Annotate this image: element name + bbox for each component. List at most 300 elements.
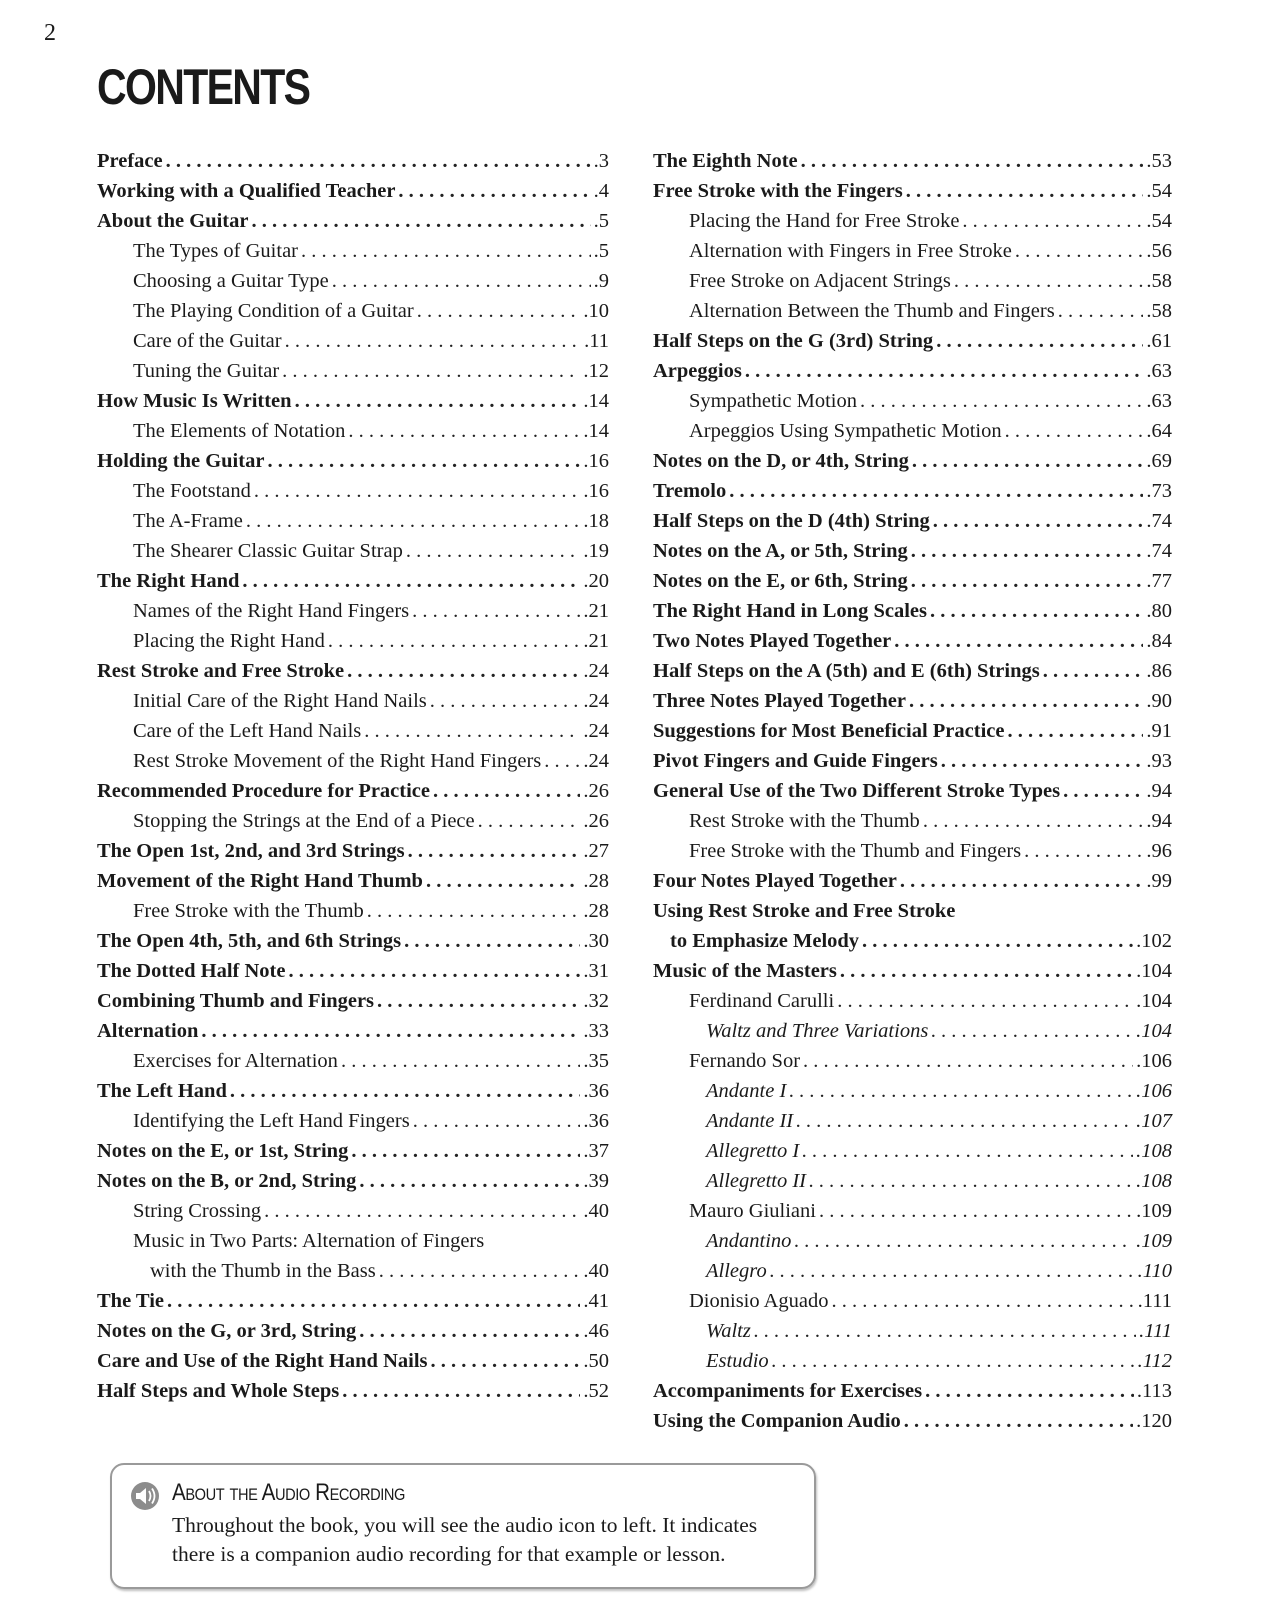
toc-entry-title: Placing the Right Hand bbox=[133, 630, 325, 652]
toc-dot-leader bbox=[201, 1016, 580, 1046]
toc-dot-leader bbox=[166, 146, 591, 176]
toc-entry-page: .94 bbox=[1146, 780, 1172, 802]
toc-entry-page: .3 bbox=[593, 150, 609, 172]
toc-entry-page: .104 bbox=[1136, 1020, 1172, 1042]
toc-entry-page: .39 bbox=[583, 1170, 609, 1192]
toc-entry-page: .86 bbox=[1146, 660, 1172, 682]
toc-entry-page: .74 bbox=[1146, 510, 1172, 532]
toc-dot-leader bbox=[230, 1076, 581, 1106]
toc-dot-leader bbox=[364, 716, 580, 746]
toc-entry bbox=[653, 836, 1172, 866]
toc-entry-page: .14 bbox=[583, 420, 609, 442]
toc-dot-leader bbox=[911, 566, 1144, 596]
toc-dot-leader bbox=[301, 236, 591, 266]
toc-entry-page: .99 bbox=[1146, 870, 1172, 892]
toc-entry bbox=[97, 326, 609, 356]
toc-entry-page: .26 bbox=[583, 810, 609, 832]
toc-entry bbox=[97, 1196, 609, 1226]
toc-entry bbox=[97, 416, 609, 446]
toc-entry bbox=[653, 1346, 1172, 1376]
toc-dot-leader bbox=[426, 866, 580, 896]
toc-entry-title: The Open 1st, 2nd, and 3rd Strings bbox=[97, 840, 405, 862]
toc-entry-page: .24 bbox=[583, 690, 609, 712]
toc-dot-leader bbox=[906, 176, 1144, 206]
toc-entry-page: .9 bbox=[593, 270, 609, 292]
toc-dot-leader bbox=[837, 986, 1133, 1016]
toc-entry-title: Three Notes Played Together bbox=[653, 690, 906, 712]
toc-entry-title: Rest Stroke with the Thumb bbox=[689, 810, 920, 832]
toc-dot-leader bbox=[904, 1406, 1133, 1436]
toc-entry-title: Tremolo bbox=[653, 480, 727, 502]
toc-entry bbox=[97, 656, 609, 686]
toc-entry-title: Using the Companion Audio bbox=[653, 1410, 901, 1432]
toc-dot-leader bbox=[478, 806, 581, 836]
toc-entry bbox=[653, 1046, 1172, 1076]
toc-entry-title: Free Stroke with the Thumb and Fingers bbox=[689, 840, 1022, 862]
toc-entry-title: to Emphasize Melody bbox=[670, 930, 860, 952]
toc-entry-page: .40 bbox=[583, 1260, 609, 1282]
toc-entry-title: Choosing a Guitar Type bbox=[133, 270, 329, 292]
toc-entry bbox=[97, 1256, 609, 1286]
toc-entry bbox=[653, 266, 1172, 296]
toc-entry bbox=[97, 746, 609, 776]
toc-dot-leader bbox=[803, 1046, 1133, 1076]
toc-dot-leader bbox=[900, 866, 1143, 896]
toc-entry bbox=[653, 596, 1172, 626]
toc-entry bbox=[653, 1376, 1172, 1406]
toc-entry-page: .94 bbox=[1146, 810, 1172, 832]
toc-dot-leader bbox=[433, 776, 580, 806]
toc-entry bbox=[653, 686, 1172, 716]
toc-entry-title: Holding the Guitar bbox=[97, 450, 265, 472]
toc-entry-title: Fernando Sor bbox=[689, 1050, 801, 1072]
toc-entry bbox=[97, 1376, 609, 1406]
toc-entry-page: .91 bbox=[1146, 720, 1172, 742]
toc-dot-leader bbox=[351, 1136, 580, 1166]
toc-entry bbox=[653, 236, 1172, 266]
toc-dot-leader bbox=[819, 1196, 1133, 1226]
toc-entry-title: Working with a Qualified Teacher bbox=[97, 180, 396, 202]
toc-dot-leader bbox=[341, 1046, 580, 1076]
toc-entry bbox=[653, 536, 1172, 566]
toc-entry bbox=[97, 1106, 609, 1136]
toc-entry-page: .107 bbox=[1136, 1110, 1172, 1132]
toc-entry-title: Music of the Masters bbox=[653, 960, 837, 982]
toc-entry bbox=[97, 626, 609, 656]
toc-entry bbox=[97, 806, 609, 836]
toc-entry-title: The A-Frame bbox=[133, 510, 243, 532]
toc-entry bbox=[653, 1076, 1172, 1106]
toc-entry-title: Names of the Right Hand Fingers bbox=[133, 600, 410, 622]
toc-dot-leader bbox=[242, 566, 580, 596]
toc-left-column bbox=[97, 146, 609, 1406]
toc-entry-page: .21 bbox=[583, 600, 609, 622]
toc-entry bbox=[653, 1106, 1172, 1136]
toc-dot-leader bbox=[840, 956, 1133, 986]
toc-entry bbox=[97, 476, 609, 506]
toc-dot-leader bbox=[729, 476, 1143, 506]
toc-dot-leader bbox=[404, 926, 580, 956]
toc-entry bbox=[653, 566, 1172, 596]
toc-entry bbox=[97, 896, 609, 926]
toc-entry bbox=[97, 446, 609, 476]
toc-entry-page: .32 bbox=[583, 990, 609, 1012]
toc-dot-leader bbox=[408, 836, 581, 866]
toc-entry-page: .77 bbox=[1146, 570, 1172, 592]
toc-entry-page: .84 bbox=[1146, 630, 1172, 652]
toc-dot-leader bbox=[251, 206, 590, 236]
page-number: 2 bbox=[44, 20, 56, 46]
toc-dot-leader bbox=[377, 986, 580, 1016]
toc-dot-leader bbox=[925, 1376, 1134, 1406]
toc-entry-page: .63 bbox=[1146, 390, 1172, 412]
toc-entry-title: Combining Thumb and Fingers bbox=[97, 990, 375, 1012]
toc-entry bbox=[97, 1316, 609, 1346]
toc-entry-title: Notes on the E, or 1st, String bbox=[97, 1140, 349, 1162]
toc-entry-page: .16 bbox=[583, 450, 609, 472]
toc-entry-page: .61 bbox=[1146, 330, 1172, 352]
toc-dot-leader bbox=[933, 506, 1144, 536]
toc-entry-page: .73 bbox=[1146, 480, 1172, 502]
toc-entry-page: .28 bbox=[583, 870, 609, 892]
callout-body-line: Throughout the book, you will see the audio icon to left. It indicates bbox=[172, 1513, 758, 1537]
toc-entry-page: .50 bbox=[583, 1350, 609, 1372]
callout-title: About the Audio Recording bbox=[172, 1479, 405, 1506]
toc-entry-title: Ferdinand Carulli bbox=[689, 990, 835, 1012]
toc-entry-page: .14 bbox=[583, 390, 609, 412]
toc-entry-page: .36 bbox=[583, 1080, 609, 1102]
toc-dot-leader bbox=[754, 1316, 1136, 1346]
toc-entry-title: Andante II bbox=[706, 1110, 794, 1132]
toc-entry bbox=[97, 836, 609, 866]
toc-entry-page: .5 bbox=[593, 240, 609, 262]
toc-entry-page: .111 bbox=[1139, 1320, 1172, 1342]
toc-dot-leader bbox=[264, 1196, 580, 1226]
toc-dot-leader bbox=[285, 326, 582, 356]
toc-dot-leader bbox=[412, 596, 580, 626]
toc-entry-page: .106 bbox=[1136, 1050, 1172, 1072]
toc-entry bbox=[653, 356, 1172, 386]
toc-entry-page: .19 bbox=[583, 540, 609, 562]
toc-entry-title: Pivot Fingers and Guide Fingers bbox=[653, 750, 938, 772]
toc-dot-leader bbox=[295, 386, 581, 416]
toc-entry bbox=[97, 386, 609, 416]
toc-entry bbox=[97, 536, 609, 566]
toc-entry-title: Rest Stroke and Free Stroke bbox=[97, 660, 345, 682]
toc-entry-page: .69 bbox=[1146, 450, 1172, 472]
toc-entry-page: .63 bbox=[1146, 360, 1172, 382]
toc-entry-title: The Tie bbox=[97, 1290, 165, 1312]
toc-dot-leader bbox=[167, 1286, 580, 1316]
toc-entry bbox=[97, 1076, 609, 1106]
toc-dot-leader bbox=[772, 1346, 1135, 1376]
toc-entry-title: Estudio bbox=[706, 1350, 769, 1372]
toc-entry bbox=[653, 746, 1172, 776]
toc-entry-title: Tuning the Guitar bbox=[133, 360, 280, 382]
toc-entry-page: .31 bbox=[583, 960, 609, 982]
speaker-icon bbox=[130, 1481, 160, 1511]
toc-entry-page: .33 bbox=[583, 1020, 609, 1042]
toc-entry-page: .120 bbox=[1136, 1410, 1172, 1432]
toc-entry bbox=[97, 1346, 609, 1376]
toc-entry-title: Care of the Left Hand Nails bbox=[133, 720, 362, 742]
toc-entry-page: .12 bbox=[583, 360, 609, 382]
toc-entry-page: .108 bbox=[1136, 1170, 1172, 1192]
toc-entry bbox=[97, 1136, 609, 1166]
toc-entry-page: .37 bbox=[583, 1140, 609, 1162]
audio-recording-callout bbox=[110, 1463, 816, 1589]
toc-entry bbox=[653, 1136, 1172, 1166]
toc-entry-title: Andantino bbox=[706, 1230, 792, 1252]
toc-entry-title: Alternation Between the Thumb and Fingers bbox=[689, 300, 1055, 322]
toc-entry bbox=[653, 626, 1172, 656]
toc-entry bbox=[97, 716, 609, 746]
toc-dot-leader bbox=[941, 746, 1144, 776]
toc-entry-page: .96 bbox=[1146, 840, 1172, 862]
toc-entry-page: .20 bbox=[583, 570, 609, 592]
toc-dot-leader bbox=[801, 146, 1144, 176]
toc-entry-title: Allegro bbox=[706, 1260, 767, 1282]
toc-entry bbox=[97, 986, 609, 1016]
toc-entry-title: Movement of the Right Hand Thumb bbox=[97, 870, 423, 892]
toc-dot-leader bbox=[406, 536, 581, 566]
toc-entry-page: .54 bbox=[1146, 210, 1172, 232]
toc-entry bbox=[97, 866, 609, 896]
toc-entry-title: The Right Hand bbox=[97, 570, 240, 592]
toc-entry bbox=[653, 1316, 1172, 1346]
toc-dot-leader bbox=[931, 1016, 1133, 1046]
toc-entry-page: .5 bbox=[593, 210, 609, 232]
toc-entry bbox=[97, 1166, 609, 1196]
toc-dot-leader bbox=[342, 1376, 580, 1406]
toc-entry bbox=[653, 776, 1172, 806]
toc-entry-title: The Eighth Note bbox=[653, 150, 798, 172]
toc-dot-leader bbox=[936, 326, 1143, 356]
toc-dot-leader bbox=[832, 1286, 1135, 1316]
toc-dot-leader bbox=[1058, 296, 1144, 326]
toc-entry-page: .111 bbox=[1137, 1290, 1172, 1312]
toc-entry-page: .56 bbox=[1146, 240, 1172, 262]
toc-dot-leader bbox=[909, 686, 1143, 716]
toc-entry-page: .54 bbox=[1146, 180, 1172, 202]
toc-dot-leader bbox=[328, 626, 580, 656]
toc-entry-title: Free Stroke on Adjacent Strings bbox=[689, 270, 951, 292]
toc-entry bbox=[97, 146, 609, 176]
toc-dot-leader bbox=[430, 686, 581, 716]
toc-dot-leader bbox=[962, 206, 1143, 236]
toc-dot-leader bbox=[246, 506, 581, 536]
toc-entry bbox=[653, 506, 1172, 536]
toc-entry-title: The Left Hand bbox=[97, 1080, 227, 1102]
toc-entry-page: .26 bbox=[583, 780, 609, 802]
toc-entry-page: .102 bbox=[1136, 930, 1172, 952]
toc-entry-title: Waltz bbox=[706, 1320, 751, 1342]
toc-entry-title: Rest Stroke Movement of the Right Hand Fingers bbox=[133, 750, 542, 772]
toc-entry-title: with the Thumb in the Bass bbox=[150, 1260, 376, 1282]
toc-dot-leader bbox=[1063, 776, 1143, 806]
toc-entry-title: The Playing Condition of a Guitar bbox=[133, 300, 414, 322]
toc-entry bbox=[653, 926, 1172, 956]
toc-dot-leader bbox=[789, 1076, 1133, 1106]
toc-entry-page: .58 bbox=[1146, 270, 1172, 292]
toc-dot-leader bbox=[860, 386, 1143, 416]
toc-entry-title: Music in Two Parts: Alternation of Fingers bbox=[133, 1230, 485, 1252]
toc-entry-page: .16 bbox=[583, 480, 609, 502]
toc-dot-leader bbox=[1007, 716, 1143, 746]
toc-entry-title: The Dotted Half Note bbox=[97, 960, 286, 982]
toc-entry-title: Stopping the Strings at the End of a Piece bbox=[133, 810, 475, 832]
toc-entry bbox=[653, 146, 1172, 176]
toc-dot-leader bbox=[359, 1316, 580, 1346]
toc-entry-title: The Types of Guitar bbox=[133, 240, 298, 262]
toc-entry-page: .104 bbox=[1136, 990, 1172, 1012]
toc-entry bbox=[653, 386, 1172, 416]
toc-entry bbox=[653, 176, 1172, 206]
toc-entry-title: Arpeggios bbox=[653, 360, 742, 382]
toc-dot-leader bbox=[954, 266, 1143, 296]
toc-entry-page: .93 bbox=[1146, 750, 1172, 772]
toc-entry bbox=[653, 956, 1172, 986]
toc-entry-page: .109 bbox=[1136, 1200, 1172, 1222]
toc-dot-leader bbox=[332, 266, 591, 296]
toc-dot-leader bbox=[431, 1346, 581, 1376]
toc-dot-leader bbox=[923, 806, 1144, 836]
page-title: CONTENTS bbox=[97, 59, 310, 115]
toc-dot-leader bbox=[912, 446, 1144, 476]
toc-entry bbox=[653, 296, 1172, 326]
callout-body-line: there is a companion audio recording for that example or lesson. bbox=[172, 1542, 726, 1566]
toc-entry bbox=[97, 1226, 609, 1256]
toc-entry-title: Accompaniments for Exercises bbox=[653, 1380, 923, 1402]
toc-entry-page: .112 bbox=[1137, 1350, 1172, 1372]
toc-entry-title: Allegretto I bbox=[706, 1140, 800, 1162]
toc-dot-leader bbox=[1043, 656, 1144, 686]
toc-dot-leader bbox=[282, 356, 580, 386]
toc-dot-leader bbox=[809, 1166, 1133, 1196]
toc-entry-title: General Use of the Two Different Stroke Types bbox=[653, 780, 1061, 802]
toc-entry-page: .30 bbox=[583, 930, 609, 952]
toc-entry bbox=[653, 1286, 1172, 1316]
toc-entry bbox=[653, 326, 1172, 356]
toc-entry-page: .28 bbox=[583, 900, 609, 922]
toc-entry bbox=[97, 296, 609, 326]
toc-entry bbox=[653, 1016, 1172, 1046]
toc-entry-page: .58 bbox=[1146, 300, 1172, 322]
toc-dot-leader bbox=[1005, 416, 1144, 446]
toc-entry bbox=[653, 1226, 1172, 1256]
toc-entry-title: Exercises for Alternation bbox=[133, 1050, 338, 1072]
toc-dot-leader bbox=[348, 416, 580, 446]
toc-entry-title: Two Notes Played Together bbox=[653, 630, 892, 652]
toc-dot-leader bbox=[347, 656, 580, 686]
toc-dot-leader bbox=[930, 596, 1143, 626]
toc-entry-title: Recommended Procedure for Practice bbox=[97, 780, 431, 802]
toc-entry bbox=[653, 866, 1172, 896]
toc-entry-title: Identifying the Left Hand Fingers bbox=[133, 1110, 410, 1132]
toc-entry-title: Care of the Guitar bbox=[133, 330, 282, 352]
toc-entry-page: .41 bbox=[583, 1290, 609, 1312]
toc-entry-title: Half Steps on the D (4th) String bbox=[653, 510, 930, 532]
toc-entry bbox=[653, 1406, 1172, 1436]
toc-dot-leader bbox=[894, 626, 1143, 656]
toc-entry-page: .113 bbox=[1136, 1380, 1172, 1402]
toc-entry-title: Placing the Hand for Free Stroke bbox=[689, 210, 960, 232]
toc-dot-leader bbox=[267, 446, 580, 476]
toc-entry-page: .18 bbox=[583, 510, 609, 532]
toc-entry bbox=[97, 926, 609, 956]
toc-entry bbox=[97, 1046, 609, 1076]
toc-entry bbox=[653, 1166, 1172, 1196]
toc-dot-leader bbox=[254, 476, 581, 506]
toc-entry bbox=[97, 956, 609, 986]
toc-entry-title: Free Stroke with the Thumb bbox=[133, 900, 364, 922]
toc-dot-leader bbox=[796, 1106, 1133, 1136]
toc-entry bbox=[653, 986, 1172, 1016]
toc-entry-title: Half Steps on the G (3rd) String bbox=[653, 330, 934, 352]
toc-entry-page: .4 bbox=[593, 180, 609, 202]
toc-entry-title: Alternation bbox=[97, 1020, 199, 1042]
toc-entry-title: Suggestions for Most Beneficial Practice bbox=[653, 720, 1005, 742]
toc-entry bbox=[653, 1256, 1172, 1286]
toc-entry-title: The Right Hand in Long Scales bbox=[653, 600, 927, 622]
toc-dot-leader bbox=[359, 1166, 580, 1196]
toc-entry-title: The Open 4th, 5th, and 6th Strings bbox=[97, 930, 402, 952]
toc-entry-page: .35 bbox=[583, 1050, 609, 1072]
toc-entry bbox=[653, 206, 1172, 236]
toc-entry-page: .64 bbox=[1146, 420, 1172, 442]
toc-entry-title: The Elements of Notation bbox=[133, 420, 346, 442]
toc-entry-title: Andante I bbox=[706, 1080, 787, 1102]
toc-entry-page: .52 bbox=[583, 1380, 609, 1402]
toc-entry-page: .74 bbox=[1146, 540, 1172, 562]
toc-entry-page: .36 bbox=[583, 1110, 609, 1132]
toc-entry-title: Using Rest Stroke and Free Stroke bbox=[653, 900, 956, 922]
toc-entry-title: Sympathetic Motion bbox=[689, 390, 857, 412]
toc-dot-leader bbox=[1015, 236, 1144, 266]
toc-entry-title: Care and Use of the Right Hand Nails bbox=[97, 1350, 428, 1372]
toc-entry-title: Alternation with Fingers in Free Stroke bbox=[689, 240, 1012, 262]
toc-entry-page: .108 bbox=[1136, 1140, 1172, 1162]
toc-entry-title: Half Steps on the A (5th) and E (6th) Strings bbox=[653, 660, 1040, 682]
toc-entry-page: .104 bbox=[1136, 960, 1172, 982]
toc-dot-leader bbox=[802, 1136, 1133, 1166]
toc-dot-leader bbox=[911, 536, 1144, 566]
toc-entry bbox=[97, 506, 609, 536]
toc-entry bbox=[653, 416, 1172, 446]
toc-entry bbox=[653, 446, 1172, 476]
toc-dot-leader bbox=[417, 296, 581, 326]
toc-dot-leader bbox=[413, 1106, 581, 1136]
toc-entry bbox=[97, 356, 609, 386]
toc-entry-title: The Footstand bbox=[133, 480, 251, 502]
toc-entry bbox=[97, 686, 609, 716]
toc-entry bbox=[97, 266, 609, 296]
toc-entry-page: .80 bbox=[1146, 600, 1172, 622]
toc-entry-page: .27 bbox=[583, 840, 609, 862]
toc-right-column bbox=[653, 146, 1172, 1436]
toc-entry bbox=[97, 206, 609, 236]
toc-entry bbox=[653, 476, 1172, 506]
toc-entry-title: String Crossing bbox=[133, 1200, 262, 1222]
toc-entry-page: .106 bbox=[1136, 1080, 1172, 1102]
toc-entry-title: The Shearer Classic Guitar Strap bbox=[133, 540, 403, 562]
toc-entry-title: Free Stroke with the Fingers bbox=[653, 180, 903, 202]
toc-entry-page: .21 bbox=[583, 630, 609, 652]
toc-entry-title: Waltz and Three Variations bbox=[706, 1020, 929, 1042]
toc-entry bbox=[97, 1016, 609, 1046]
toc-entry bbox=[97, 236, 609, 266]
toc-entry-title: Notes on the A, or 5th, String bbox=[653, 540, 908, 562]
